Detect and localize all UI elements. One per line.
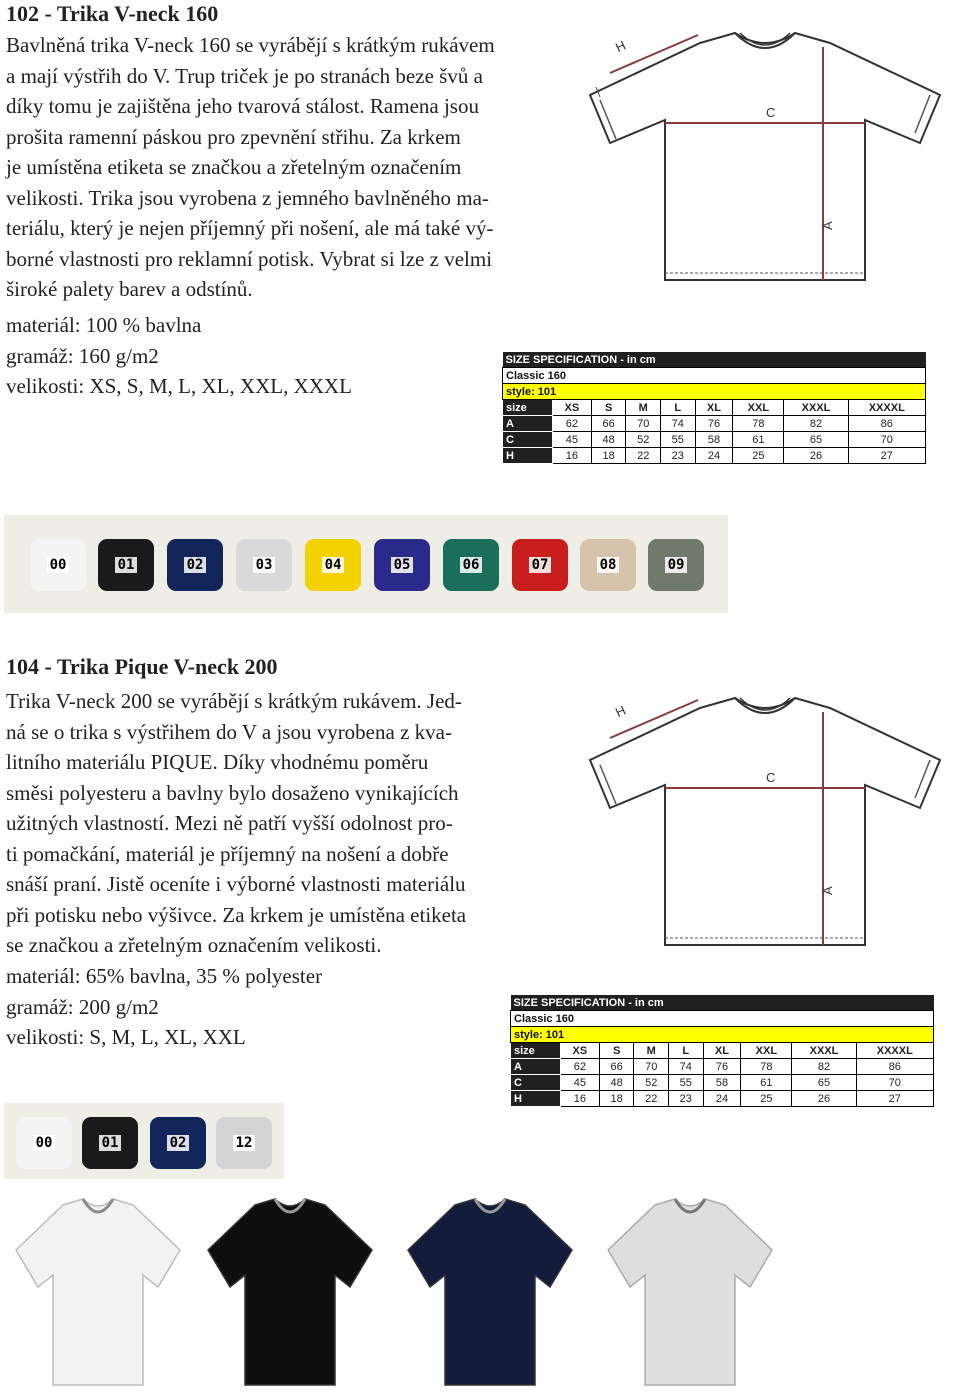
table-cell: 27 <box>848 448 925 464</box>
color-swatch <box>236 539 292 591</box>
color-swatch <box>16 1117 72 1169</box>
product-description-102 <box>6 30 558 305</box>
color-code: 12 <box>233 1135 256 1151</box>
table-header-cell: S <box>599 1043 634 1059</box>
table-header-cell: size <box>511 1043 561 1059</box>
table-cell: 16 <box>552 448 591 464</box>
table-row <box>511 1075 934 1091</box>
table-cell: 74 <box>660 416 695 432</box>
product-specs-102 <box>6 310 352 402</box>
table-cell: 78 <box>741 1059 792 1075</box>
table-cell: 26 <box>792 1091 856 1107</box>
table-cell: A <box>511 1059 561 1075</box>
desc-line: borné vlastnosti pro reklamní potisk. Vybrat si lze z velmi <box>6 246 493 271</box>
table-cell: 65 <box>792 1075 856 1091</box>
desc-line: díky tomu je zajištěna jeho tvarová stálost. Ramena jsou <box>6 94 479 118</box>
table-cell: 58 <box>703 1075 741 1091</box>
color-code: 01 <box>115 557 138 573</box>
table-cell: 65 <box>784 432 848 448</box>
table-cell: 70 <box>634 1059 669 1075</box>
color-code: 04 <box>322 557 345 573</box>
color-swatch <box>150 1117 206 1169</box>
color-code: 08 <box>597 557 620 573</box>
desc-line: prošita ramenní páskou pro zpevnění střihu. Za krkem <box>6 124 461 149</box>
table-header-cell: XS <box>560 1043 599 1059</box>
desc-line: užitných vlastností. Mezi ně patří vyšší odolnost pro- <box>6 811 453 835</box>
color-swatch <box>648 539 704 591</box>
tshirt-photo-grey <box>600 1195 780 1390</box>
table-cell: 66 <box>591 416 626 432</box>
table-cell: 24 <box>703 1091 741 1107</box>
color-code: 07 <box>529 557 552 573</box>
desc-line: litního materiálu PIQUE. Díky vhodnému poměru <box>6 750 429 774</box>
table-style: style: 101 <box>503 384 926 400</box>
table-cell: 76 <box>695 416 733 432</box>
table-header-cell: XXXXL <box>848 400 925 416</box>
table-header-cell: XXXL <box>784 400 848 416</box>
desc-line: je umístěna etiketa se značkou a zřetelným označením <box>6 155 462 179</box>
table-row <box>503 432 926 448</box>
table-header-cell: XL <box>703 1043 741 1059</box>
table-header-cell: L <box>660 400 695 416</box>
color-swatch <box>82 1117 138 1169</box>
desc-line: směsi polyesteru a bavlny bylo dosaženo vynikajících <box>6 780 459 805</box>
color-code: 06 <box>460 557 483 573</box>
desc-line: velikosti. Trika jsou vyrobena z jemného bavlněného ma- <box>6 185 489 210</box>
desc-line: se značkou a zřetelným označením velikosti. <box>6 933 382 957</box>
color-code: 00 <box>33 1135 56 1151</box>
desc-line: při potisku nebo výšivce. Za krkem je umístěna etiketa <box>6 902 467 927</box>
table-cell: H <box>503 448 553 464</box>
table-header-cell: XXL <box>733 400 784 416</box>
table-cell: 62 <box>560 1059 599 1075</box>
sizes-text: velikosti: S, M, L, XL, XXL <box>6 1025 246 1049</box>
table-cell: H <box>511 1091 561 1107</box>
table-header-cell: M <box>634 1043 669 1059</box>
table-row <box>503 416 926 432</box>
table-cell: 48 <box>591 432 626 448</box>
color-code: 02 <box>167 1135 190 1151</box>
table-cell: 70 <box>848 432 925 448</box>
table-header-cell: XXXXL <box>856 1043 933 1059</box>
weight-text: gramáž: 200 g/m2 <box>6 994 159 1019</box>
color-swatch <box>216 1117 272 1169</box>
size-spec-table <box>502 352 926 464</box>
table-cell: 45 <box>560 1075 599 1091</box>
color-swatch <box>305 539 361 591</box>
table-cell: 18 <box>599 1091 634 1107</box>
diagram-label-h: H <box>612 702 628 721</box>
table-header-cell: XS <box>552 400 591 416</box>
sizes-text: velikosti: XS, S, M, L, XL, XXL, XXXL <box>6 374 352 398</box>
table-cell: 70 <box>856 1075 933 1091</box>
table-cell: 82 <box>792 1059 856 1075</box>
tshirt-photo-white <box>8 1195 188 1390</box>
table-cell: 61 <box>733 432 784 448</box>
color-code: 01 <box>99 1135 122 1151</box>
tshirt-measurement-diagram <box>580 25 950 295</box>
tshirt-photo-navy <box>400 1195 580 1390</box>
product-heading-102: 102 - Trika V-neck 160 <box>6 1 219 26</box>
tshirt-photo-black <box>200 1195 380 1390</box>
table-cell: 48 <box>599 1075 634 1091</box>
table-cell: 22 <box>626 448 661 464</box>
table-cell: 45 <box>552 432 591 448</box>
table-header-cell: XL <box>695 400 733 416</box>
table-header-cell: XXL <box>741 1043 792 1059</box>
desc-line: široké palety barev a odstínů. <box>6 277 253 301</box>
table-cell: 86 <box>856 1059 933 1075</box>
table-row <box>503 448 926 464</box>
size-spec-table <box>510 995 934 1107</box>
table-row <box>511 1059 934 1075</box>
product-specs-104 <box>6 961 322 1053</box>
table-cell: 61 <box>741 1075 792 1091</box>
color-swatches-102 <box>4 515 728 613</box>
desc-line: Bavlněná trika V-neck 160 se vyrábějí s krátkým rukávem <box>6 33 495 57</box>
color-swatch <box>30 539 86 591</box>
diagram-label-a: A <box>820 886 835 895</box>
table-cell: 16 <box>560 1091 599 1107</box>
table-cell: A <box>503 416 553 432</box>
color-code: 03 <box>253 557 276 573</box>
color-swatches-104 <box>4 1103 284 1179</box>
table-header-cell: size <box>503 400 553 416</box>
diagram-label-c: C <box>766 770 776 785</box>
color-swatch <box>98 539 154 591</box>
desc-line: ti pomačkání, materiál je příjemný na nošení a dobře <box>6 841 449 866</box>
product-description-104 <box>6 686 558 961</box>
table-cell: 62 <box>552 416 591 432</box>
color-code: 09 <box>665 557 688 573</box>
table-style: style: 101 <box>511 1027 934 1043</box>
table-cell: 76 <box>703 1059 741 1075</box>
table-title: SIZE SPECIFICATION - in cm <box>511 995 934 1011</box>
table-cell: 23 <box>660 448 695 464</box>
table-cell: 25 <box>733 448 784 464</box>
table-cell: 74 <box>668 1059 703 1075</box>
color-code: 00 <box>47 557 70 573</box>
table-cell: 55 <box>668 1075 703 1091</box>
table-cell: 23 <box>668 1091 703 1107</box>
table-cell: 25 <box>741 1091 792 1107</box>
tshirt-measurement-diagram <box>580 690 950 960</box>
diagram-label-c: C <box>766 105 776 120</box>
table-model: Classic 160 <box>503 368 926 384</box>
table-title: SIZE SPECIFICATION - in cm <box>503 352 926 368</box>
table-cell: 27 <box>856 1091 933 1107</box>
table-cell: C <box>503 432 553 448</box>
table-cell: 22 <box>634 1091 669 1107</box>
color-swatch <box>580 539 636 591</box>
desc-line: ná se o trika s výstřihem do V a jsou vyrobena z kva- <box>6 719 452 744</box>
table-cell: 70 <box>626 416 661 432</box>
table-header-cell: L <box>668 1043 703 1059</box>
table-cell: 55 <box>660 432 695 448</box>
table-row <box>511 1091 934 1107</box>
table-cell: 52 <box>626 432 661 448</box>
material-text: materiál: 65% bavlna, 35 % polyester <box>6 964 323 988</box>
color-swatch <box>443 539 499 591</box>
table-cell: 52 <box>634 1075 669 1091</box>
desc-line: Trika V-neck 200 se vyrábějí s krátkým rukávem. Jed- <box>6 689 462 713</box>
color-code: 05 <box>391 557 414 573</box>
color-code: 02 <box>184 557 207 573</box>
weight-text: gramáž: 160 g/m2 <box>6 343 159 368</box>
table-cell: 86 <box>848 416 925 432</box>
table-header-cell: XXXL <box>792 1043 856 1059</box>
desc-line: a mají výstřih do V. Trup triček je po stranách beze švů a <box>6 63 483 88</box>
table-cell: 82 <box>784 416 848 432</box>
table-cell: 66 <box>599 1059 634 1075</box>
table-cell: 26 <box>784 448 848 464</box>
table-cell: 18 <box>591 448 626 464</box>
diagram-label-a: A <box>820 221 835 230</box>
desc-line: teriálu, který je nejen příjemný při nošení, ale má také vý- <box>6 216 494 240</box>
table-cell: 58 <box>695 432 733 448</box>
table-cell: C <box>511 1075 561 1091</box>
material-text: materiál: 100 % bavlna <box>6 313 202 337</box>
desc-line: snáší praní. Jistě oceníte i výborné vlastnosti materiálu <box>6 872 466 896</box>
color-swatch <box>374 539 430 591</box>
table-header-cell: S <box>591 400 626 416</box>
diagram-label-h: H <box>612 37 628 56</box>
color-swatch <box>167 539 223 591</box>
table-cell: 24 <box>695 448 733 464</box>
table-cell: 78 <box>733 416 784 432</box>
product-heading-104: 104 - Trika Pique V-neck 200 <box>6 654 278 679</box>
table-header-cell: M <box>626 400 661 416</box>
table-model: Classic 160 <box>511 1011 934 1027</box>
color-swatch <box>512 539 568 591</box>
